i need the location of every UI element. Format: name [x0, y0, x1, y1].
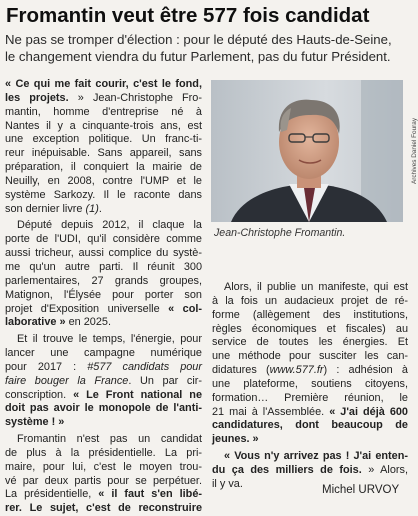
- text-line: [5, 261, 202, 275]
- text-line: [5, 161, 202, 175]
- column-left: [5, 78, 202, 516]
- text-line: [212, 350, 408, 364]
- quote-text: « il faut s'en libé-: [98, 488, 203, 501]
- body-text: mantin, homme d'entreprise né à: [5, 105, 202, 118]
- body-text: forme (allègement des institutions,: [212, 308, 408, 321]
- body-text: conscription.: [5, 388, 74, 401]
- text-line: [5, 461, 202, 475]
- photo-caption: Jean-Christophe Fromantin.: [214, 227, 346, 239]
- body-text: lancer une campagne numérique: [5, 347, 202, 360]
- text-line: [5, 447, 202, 461]
- column-right: [212, 281, 408, 492]
- text-line: [212, 392, 408, 406]
- body-text: règles économiques et fiscales) au: [212, 322, 408, 335]
- body-text: préparation, il conquiert la mairie de: [5, 161, 202, 174]
- text-line: [212, 419, 408, 433]
- portrait-photo: [211, 80, 403, 222]
- quote-text: « col-: [168, 302, 202, 315]
- text-line: [5, 203, 202, 217]
- body-text: Alors, il publie un manifeste, qui est: [224, 281, 408, 293]
- photo-credit: Archives Daniel Fouray: [411, 117, 418, 185]
- body-text: Neuilly, en 2008, contre l'UMP et le: [5, 174, 202, 187]
- text-line: [5, 488, 202, 502]
- body-text: .: [98, 202, 102, 215]
- body-text: porte de l'UDI, qu'il considère comme: [5, 233, 202, 246]
- text-line: [212, 450, 408, 464]
- body-text: (1): [85, 202, 99, 215]
- text-line: [5, 433, 202, 447]
- text-line: [212, 406, 408, 420]
- text-line: [5, 361, 202, 375]
- standfirst-line: le changement viendra du futur Parlement, pas du futur Président.: [5, 49, 391, 64]
- body-text: faire bouger la France: [5, 374, 129, 387]
- text-line: [212, 281, 408, 295]
- quote-text: « Le Front national ne: [73, 388, 202, 401]
- text-line: [5, 347, 202, 361]
- body-text: » Alors,: [361, 463, 408, 476]
- body-text: une méthode pour susciter les can-: [212, 350, 408, 363]
- quote-text: candidatures, dont beaucoup de: [212, 419, 408, 432]
- body-text: projet d'Exposition universelle: [5, 302, 169, 315]
- body-text: » Jean-Christophe Fro-: [68, 91, 202, 104]
- body-text: Député depuis 2012, il claque la: [17, 219, 202, 232]
- text-line: [5, 175, 202, 189]
- text-line: [212, 433, 408, 447]
- text-line: [5, 389, 202, 403]
- text-line: [5, 316, 202, 330]
- headline: Fromantin veut être 577 fois candidat: [6, 4, 370, 27]
- text-line: [5, 233, 202, 247]
- quote-text: du ça des milliers de fois.: [212, 463, 362, 476]
- body-text: Matignon, l'Élysée pour porter son: [5, 288, 202, 301]
- quote-text: rer. Le sujet, c'est de reconstruire: [5, 502, 202, 515]
- body-text: maire, pour lui, c'est le moyen trou-: [5, 460, 202, 473]
- body-text: son dernier livre: [5, 202, 86, 215]
- text-line: [5, 375, 202, 389]
- body-text: en 2025.: [65, 316, 111, 329]
- standfirst-line: Ne pas se tromper d'élection : pour le député des Hauts-de-Seine,: [5, 32, 392, 47]
- text-line: [212, 323, 408, 337]
- text-line: [5, 106, 202, 120]
- quote-text: « J'ai déjà 600: [329, 405, 408, 418]
- author-signature: Michel URVOY: [322, 484, 400, 496]
- body-text: aussi tricheur, aussi complice du systè-: [5, 247, 202, 260]
- body-text: de plus à la présidentielle. La pri-: [5, 446, 202, 459]
- text-line: [5, 189, 202, 203]
- body-text: ) : adhésion à: [323, 364, 408, 377]
- quote-text: « Ce qui me fait courir, c'est le fond,: [5, 78, 202, 90]
- body-text: pour 2017 :: [5, 360, 88, 373]
- body-text: reur inépuisable. Sans appareil, sans: [5, 147, 202, 160]
- text-line: [5, 289, 202, 303]
- body-text: il y va.: [212, 477, 243, 490]
- portrait-illustration: [211, 80, 403, 222]
- text-line: [5, 303, 202, 317]
- text-line: [5, 416, 202, 430]
- text-line: [5, 78, 202, 92]
- body-text: vé par deux partis pour se perpétuer.: [5, 474, 202, 487]
- text-line: [212, 295, 408, 309]
- standfirst: [5, 31, 409, 65]
- body-text: à la fois un audacieux projet de ré-: [212, 294, 408, 307]
- text-line: [212, 378, 408, 392]
- body-text: Nantes il y a cinquante-trois ans, est: [5, 119, 202, 132]
- quote-text: les projets.: [5, 91, 69, 104]
- body-text: La présidentielle,: [5, 488, 99, 501]
- text-line: [212, 309, 408, 323]
- body-text: #577 candidats pour: [87, 360, 202, 373]
- text-line: [212, 336, 408, 350]
- body-text: Et il trouve le temps, l'énergie, pour: [17, 333, 202, 346]
- text-line: [5, 475, 202, 489]
- text-line: [5, 402, 202, 416]
- quote-text: « Vous n'y arrivez pas ! J'ai enten-: [224, 450, 408, 463]
- body-text: . Un par cir-: [128, 374, 202, 387]
- text-line: [5, 333, 202, 347]
- body-text: didatures (: [212, 364, 270, 377]
- body-text: 21 mai à l'Assemblée.: [212, 405, 330, 418]
- quote-text: jeunes. »: [212, 433, 259, 446]
- quote-text: doit pas avoir le monopole de l'anti-: [5, 402, 202, 415]
- text-line: [5, 275, 202, 289]
- quote-text: système ! »: [5, 416, 65, 429]
- body-text: parlementaires, 27 grands groupes,: [5, 274, 202, 287]
- text-line: [5, 120, 202, 134]
- quote-text: laborative »: [5, 316, 66, 329]
- text-line: [5, 502, 202, 516]
- body-text: une exception politique. Un franc-ti-: [5, 133, 202, 146]
- text-line: [5, 247, 202, 261]
- body-text: Fromantin n'est pas un candidat: [17, 433, 202, 446]
- text-line: [5, 92, 202, 106]
- text-line: [5, 219, 202, 233]
- text-line: [212, 364, 408, 378]
- text-line: [5, 133, 202, 147]
- body-text: www.577.fr: [269, 364, 324, 377]
- body-text: système Sarkozy. Il le raconte dans: [5, 188, 202, 201]
- body-text: formation… Première réunion, le: [212, 391, 408, 404]
- body-text: une plateforme, soutiens citoyens,: [212, 377, 408, 390]
- body-text: service de toutes les énergies. Et: [212, 336, 408, 349]
- body-text: me qu'un autre parti. Il réunit 300: [5, 260, 202, 273]
- text-line: [212, 464, 408, 478]
- text-line: [5, 147, 202, 161]
